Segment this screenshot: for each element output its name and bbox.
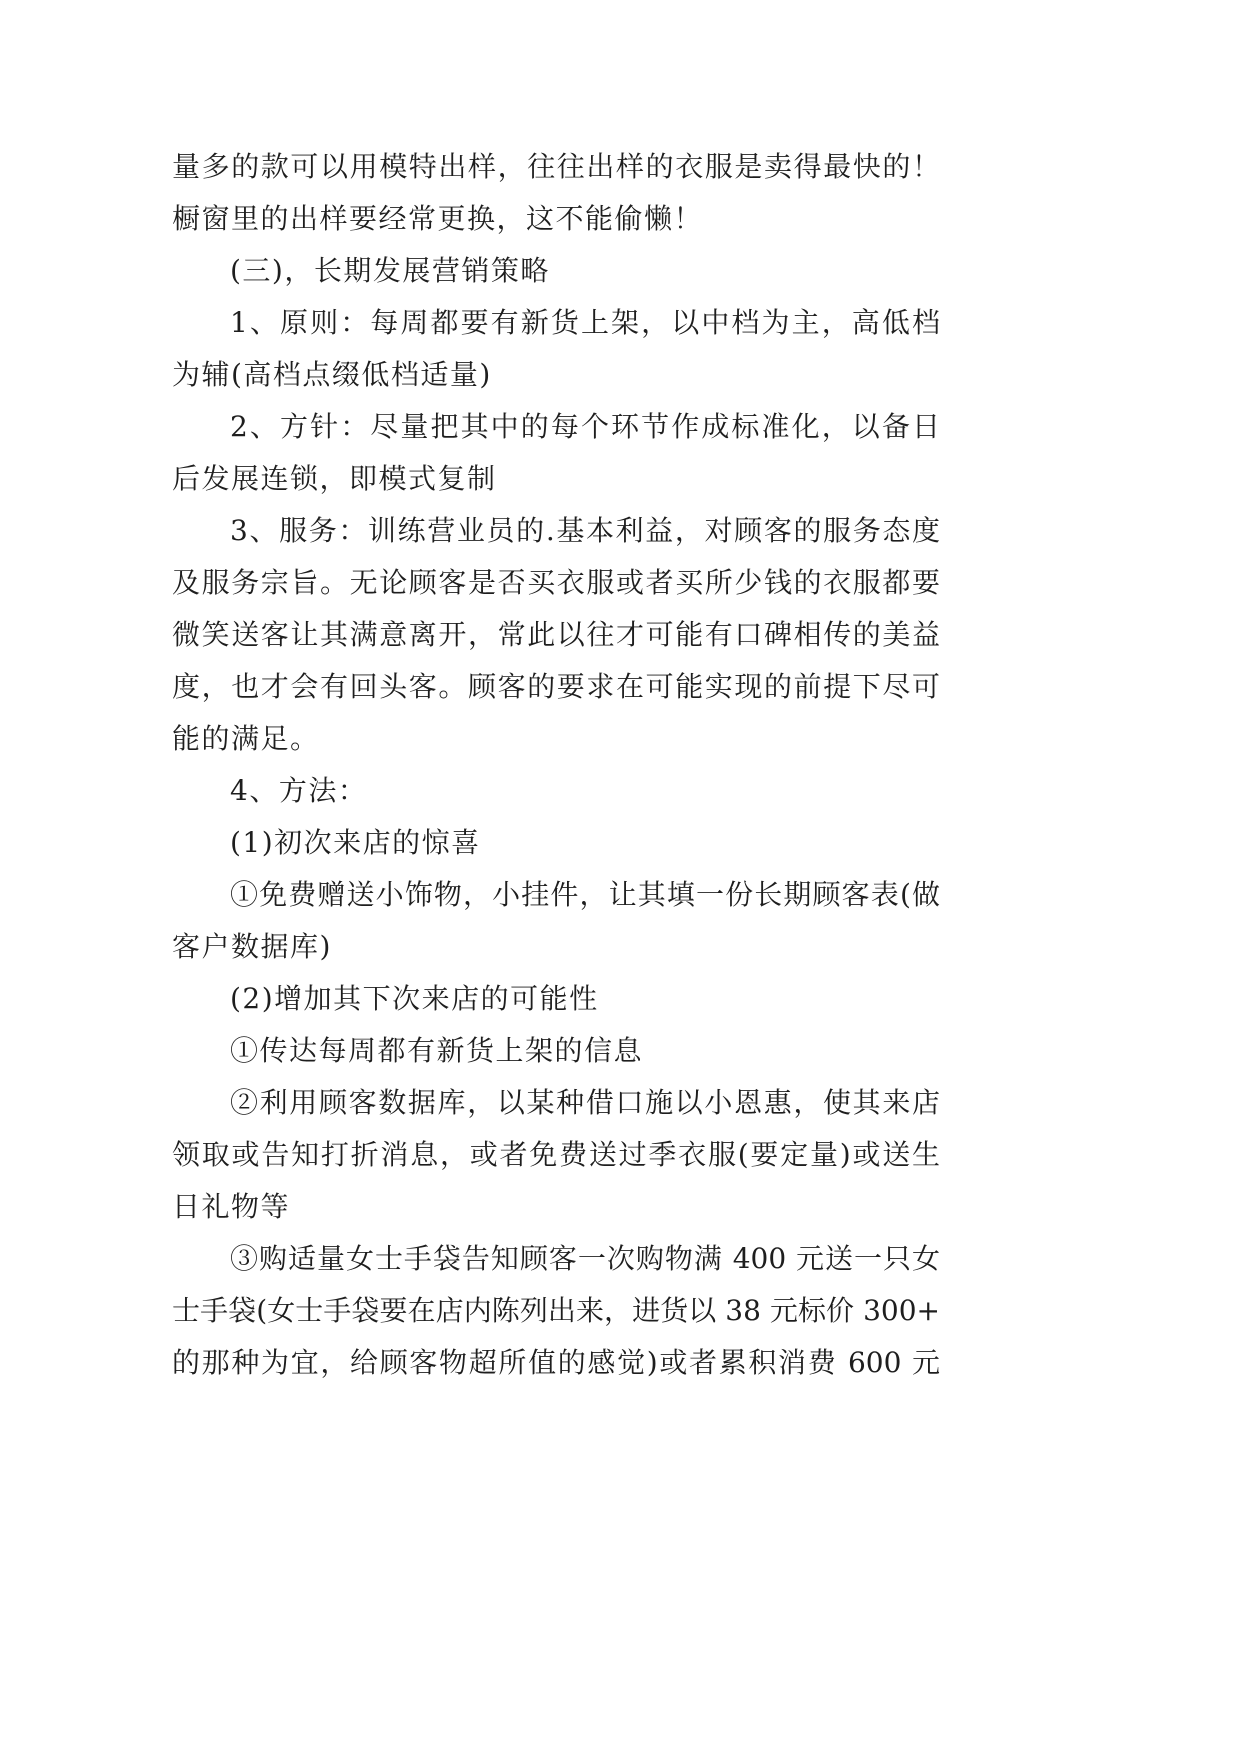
text-line: 2、方针：尽量把其中的每个环节作成标准化，以备日 xyxy=(230,410,940,443)
text-line: 橱窗里的出样要经常更换，这不能偷懒！ xyxy=(172,202,704,235)
text-line: 1、原则：每周都要有新货上架，以中档为主，高低档 xyxy=(230,306,940,339)
text-line: ①传达每周都有新货上架的信息 xyxy=(230,1034,644,1067)
text-line: ②利用顾客数据库，以某种借口施以小恩惠，使其来店 xyxy=(230,1086,940,1119)
text-line: 能的满足。 xyxy=(172,722,320,755)
text-line: 3、服务：训练营业员的.基本利益，对顾客的服务态度 xyxy=(230,514,940,547)
text-line: 士手袋(女士手袋要在店内陈列出来，进货以 38 元标价 300+ xyxy=(172,1294,940,1327)
text-line: 领取或告知打折消息，或者免费送过季衣服(要定量)或送生 xyxy=(172,1138,940,1171)
text-line: 4、方法： xyxy=(230,774,368,807)
text-line: 微笑送客让其满意离开，常此以往才可能有口碑相传的美益 xyxy=(172,618,940,651)
text-line: (1)初次来店的惊喜 xyxy=(230,826,481,859)
document-body xyxy=(172,141,940,1389)
text-line: 客户数据库) xyxy=(172,930,332,963)
section-heading: (三)，长期发展营销策略 xyxy=(230,254,550,287)
text-line: 量多的款可以用模特出样，往往出样的衣服是卖得最快的！ xyxy=(172,150,940,183)
text-line: 为辅(高档点缀低档适量) xyxy=(172,358,492,391)
text-line: ③购适量女士手袋告知顾客一次购物满 400 元送一只女 xyxy=(230,1242,940,1275)
text-line: 及服务宗旨。无论顾客是否买衣服或者买所少钱的衣服都要 xyxy=(172,566,940,599)
text-line: 日礼物等 xyxy=(172,1190,291,1223)
text-line: 的那种为宜，给顾客物超所值的感觉)或者累积消费 600 元 xyxy=(172,1346,940,1379)
text-line: (2)增加其下次来店的可能性 xyxy=(230,982,599,1015)
text-line: 后发展连锁，即模式复制 xyxy=(172,462,497,495)
text-line: 度，也才会有回头客。顾客的要求在可能实现的前提下尽可 xyxy=(172,670,940,703)
text-line: ①免费赠送小饰物，小挂件，让其填一份长期顾客表(做 xyxy=(230,878,940,911)
